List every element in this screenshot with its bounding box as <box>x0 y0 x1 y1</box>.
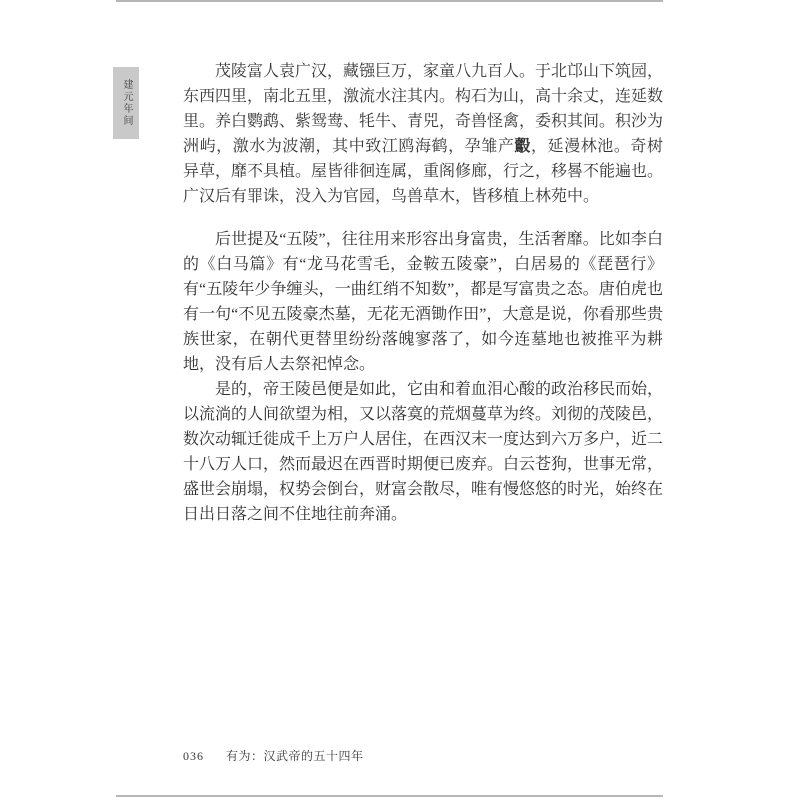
body-paragraph-2: 是的，帝王陵邑便是如此，它由和着血泪心酸的政治移民而始，以流淌的人间欲望为相，又以落寞的荒烟蔓草为终。刘彻的茂陵邑，数次动辄迁徙成千上万户人居住，在西汉末一度达到六万多户，近二十八万人口，然而最迟在西晋时期便已废弃。白云苍狗，世事无常，盛世会崩塌，权势会倒台，财富会散尽，唯有慢悠悠的时光，始终在日出日落之间不住地往前奔涌。 <box>183 381 664 523</box>
text-column <box>183 59 663 527</box>
quote-bold-glyph: 鷇 <box>514 138 531 155</box>
page-bottom-edge-rule <box>116 795 663 797</box>
book-title: 有为：汉武帝的五十四年 <box>226 749 364 763</box>
body-paragraph-1: 后世提及“五陵”，往往用来形容出身富贵，生活奢靡。比如李白的《白马篇》有“龙马花雪毛，金鞍五陵豪”，白居易的《琵琶行》有“五陵年少争缠头，一曲红绡不知数”，都是写富贵之态。唐伯虎也有一句“不见五陵豪杰墓，无花无酒锄作田”，大意是说，你看那些贵族世家，在朝代更替里纷纷落魄寥落了，如今连墓地也被推平为耕地，没有后人去祭祀悼念。 <box>183 231 663 373</box>
chapter-margin-tab <box>113 67 139 139</box>
page-number: 036 <box>183 749 204 763</box>
quote-text-after: ，延漫林池。奇树异草，靡不具植。屋皆徘徊连属，重阁修廊，行之，移晷不能遍也。广汉后有罪诛，没入为官园，鸟兽草木，皆移植上林苑中。 <box>183 138 664 205</box>
page-footer <box>183 747 364 764</box>
page-top-edge-rule <box>116 0 663 2</box>
chapter-tab-label: 建元年间 <box>121 79 132 127</box>
quote-paragraph <box>183 59 663 209</box>
quote-text-before: 茂陵富人袁广汉，藏镪巨万，家童八九百人。于北邙山下筑园，东西四里，南北五里，激流水注其内。构石为山，高十余丈，连延数里。养白鹦鹉、紫鸳鸯、牦牛、青兕，奇兽怪禽，委积其间。积沙为洲屿，激水为波潮，其中致江鸥海鹤，孕雏产 <box>183 63 664 155</box>
